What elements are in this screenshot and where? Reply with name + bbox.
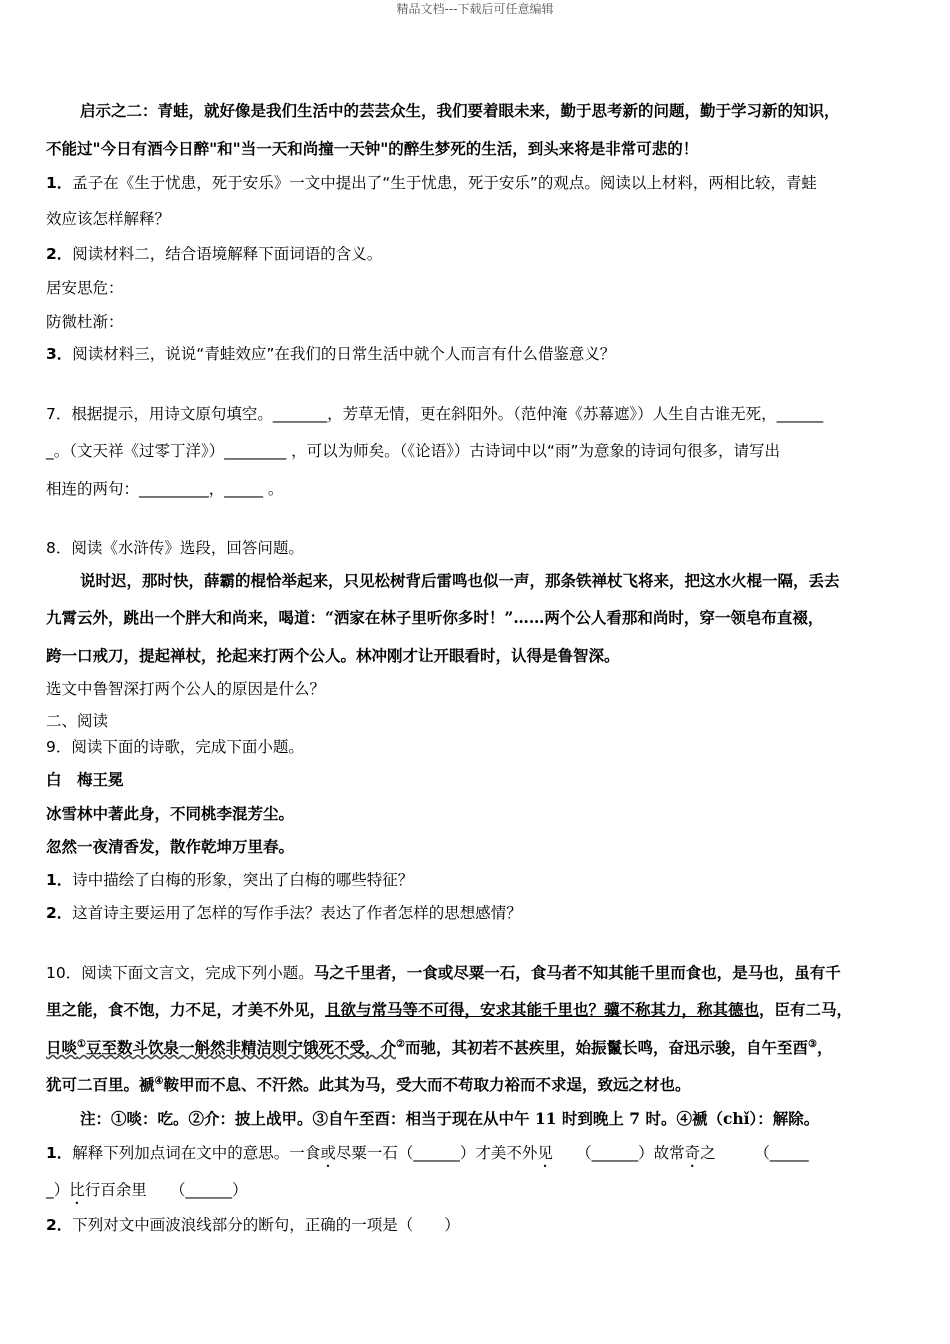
- sub1-text-b: 尽粟一石（______）才美不外: [335, 1144, 538, 1162]
- sub1-text-c: （______）故常: [552, 1144, 685, 1162]
- question-10-sub2-number: 2．: [46, 1216, 73, 1234]
- passage-10-line4-end: 鞍甲而不息、不汗然。此其为马，受大而不苟取力裕而不求逞，致远之材也。: [163, 1075, 691, 1094]
- question-2-text: 阅读材料二，结合语境解释下面词语的含义。: [72, 245, 383, 263]
- sub1-text-e: 之 （_____: [700, 1144, 809, 1162]
- question-2-number: 2．: [46, 245, 73, 263]
- hint2-line1: 启示之二：青蛙，就好像是我们生活中的芸芸众生，我们要着眼未来，勤于思考新的问题，勤于学习新的知识，: [80, 101, 840, 120]
- annotation-notes: 注：①啖：吃。②介：披上战甲。③自午至酉：相当于现在从中午 11 时到晚上 7 时。④褫（chǐ）：解除。: [80, 1109, 820, 1128]
- passage-10-line3-end: ，: [816, 1038, 833, 1057]
- poem-line-2: 忽然一夜清香发，散作乾坤万里春。: [46, 837, 295, 856]
- passage-10-line1: 马之千里者，一食或尽粟一石，食马者不知其能千里而食也，是马也，虽有千: [313, 963, 841, 982]
- question-8-title: 8．阅读《水浒传》选段，回答问题。: [46, 539, 304, 557]
- note-marker-2: ②: [396, 1038, 405, 1050]
- dotted-word-huo: 或: [320, 1144, 336, 1162]
- question-9-sub2: [46, 902, 912, 924]
- wavy-segment-part2: 豆至数斗饮泉一斛然非精洁则宁饿死不受，介: [85, 1038, 396, 1057]
- question-9-sub2-number: 2．: [46, 904, 73, 922]
- question-7-line2: _。（文天祥《过零丁洋》）________ ，可以为师矣。（《论语》）古诗词中以“雨”为意象的诗词句很多，请写出: [46, 442, 780, 460]
- passage-10-line3: [46, 1037, 912, 1059]
- passage-10-line2-end: ，臣有二马，: [759, 1000, 853, 1019]
- question-9-sub1: [46, 869, 912, 891]
- note-marker-3: ③: [807, 1038, 817, 1050]
- term-1: 居安思危：: [46, 279, 124, 297]
- sub1-line2-a: _）: [46, 1181, 70, 1199]
- poem-line-1: 冰雪林中著此身，不同桃李混芳尘。: [46, 804, 295, 823]
- question-9-sub2-text: 这首诗主要运用了怎样的写作手法？表达了作者怎样的思想感情？: [72, 904, 522, 922]
- question-2: [46, 243, 912, 265]
- question-9-title: 9．阅读下面的诗歌，完成下面小题。: [46, 738, 304, 756]
- question-10-sub2-text: 下列对文中画波浪线部分的断句，正确的一项是（ ）: [72, 1216, 460, 1234]
- dotted-word-bi: 比: [69, 1181, 85, 1199]
- question-3: [46, 343, 912, 365]
- section-heading-reading: 二、阅读: [46, 712, 109, 730]
- passage-8-line1: 说时迟，那时快，薛霸的棍恰举起来，只见松树背后雷鸣也似一声，那条铁禅杖飞将来，把这水火棍一隔，丢去: [80, 571, 840, 590]
- hint2-line2: 不能过"今日有酒今日醉"和"当一天和尚撞一天钟"的醉生梦死的生活，到头来将是非常可悲的！: [46, 139, 699, 158]
- underlined-sentence: 且欲与常马等不可得，安求其能千里也？骥不称其力，称其德也: [325, 1000, 760, 1019]
- page-header: 精品文档---下载后可任意编辑: [396, 2, 554, 16]
- question-9-sub1-text: 诗中描绘了白梅的形象，突出了白梅的哪些特征？: [72, 871, 414, 889]
- question-10-sub1-number: 1．: [46, 1144, 73, 1162]
- question-3-number: 3．: [46, 345, 73, 363]
- sub1-text-a: 解释下列加点词在文中的意思。一食: [72, 1144, 321, 1162]
- passage-10-line2: [46, 999, 912, 1021]
- passage-10-line4: [46, 1074, 912, 1096]
- dotted-word-xian: 见: [537, 1144, 553, 1162]
- passage-8-line3: 跨一口戒刀，提起禅杖，抡起来打两个公人。林冲刚才让开眼看时，认得是鲁智深。: [46, 646, 620, 665]
- question-8-prompt: 选文中鲁智深打两个公人的原因是什么？: [46, 680, 326, 698]
- question-1-text: 孟子在《生于忧患，死于安乐》一文中提出了“生于忧患，死于安乐”的观点。阅读以上材料，两相比较，青蛙: [72, 174, 817, 192]
- passage-8-line2: 九霄云外，跳出一个胖大和尚来，喝道：“洒家在林子里听你多时！”……两个公人看那和尚时，穿一领皂布直裰，: [46, 608, 824, 627]
- question-10-sub2: [46, 1214, 912, 1236]
- question-1-line2: 效应该怎样解释？: [46, 210, 171, 228]
- question-10-sub1-line2: [46, 1179, 912, 1208]
- question-7-line1: 7．根据提示，用诗文原句填空。_______，芳草无情，更在斜阳外。（范仲淹《苏幕遮》）人生自古谁无死，______: [46, 405, 824, 423]
- sub1-line2-b: 行百余里 （______）: [84, 1181, 248, 1199]
- passage-10-line2-start: 里之能，食不饱，力不足，才美不外见，: [46, 1000, 326, 1019]
- question-10-line1: [46, 962, 912, 984]
- question-9-sub1-number: 1．: [46, 871, 73, 889]
- passage-10-line4-start: 犹可二百里。褫: [46, 1075, 155, 1094]
- question-1-line1: [46, 172, 912, 194]
- question-7-line3: 相连的两句：_________，_____ 。: [46, 480, 284, 498]
- poem-title: 白 梅王冕: [46, 770, 124, 789]
- term-2: 防微杜渐：: [46, 313, 124, 331]
- note-marker-1: ①: [77, 1038, 86, 1050]
- dotted-word-qi: 奇: [684, 1144, 701, 1162]
- wavy-segment-part1: 日啖: [46, 1038, 78, 1057]
- question-10-sub1-line1: [46, 1142, 912, 1171]
- passage-10-line3-mid: 而驰，其初若不甚疾里，始振鬣长鸣，奋迅示骏，自午至酉: [404, 1038, 808, 1057]
- question-3-text: 阅读材料三，说说“青蛙效应”在我们的日常生活中就个人而言有什么借鉴意义？: [72, 345, 616, 363]
- question-1-number: 1．: [46, 174, 73, 192]
- wavy-segment: [46, 1038, 396, 1057]
- question-10-title: 10．阅读下面文言文，完成下列小题。: [46, 964, 314, 982]
- note-marker-4: ④: [154, 1075, 164, 1087]
